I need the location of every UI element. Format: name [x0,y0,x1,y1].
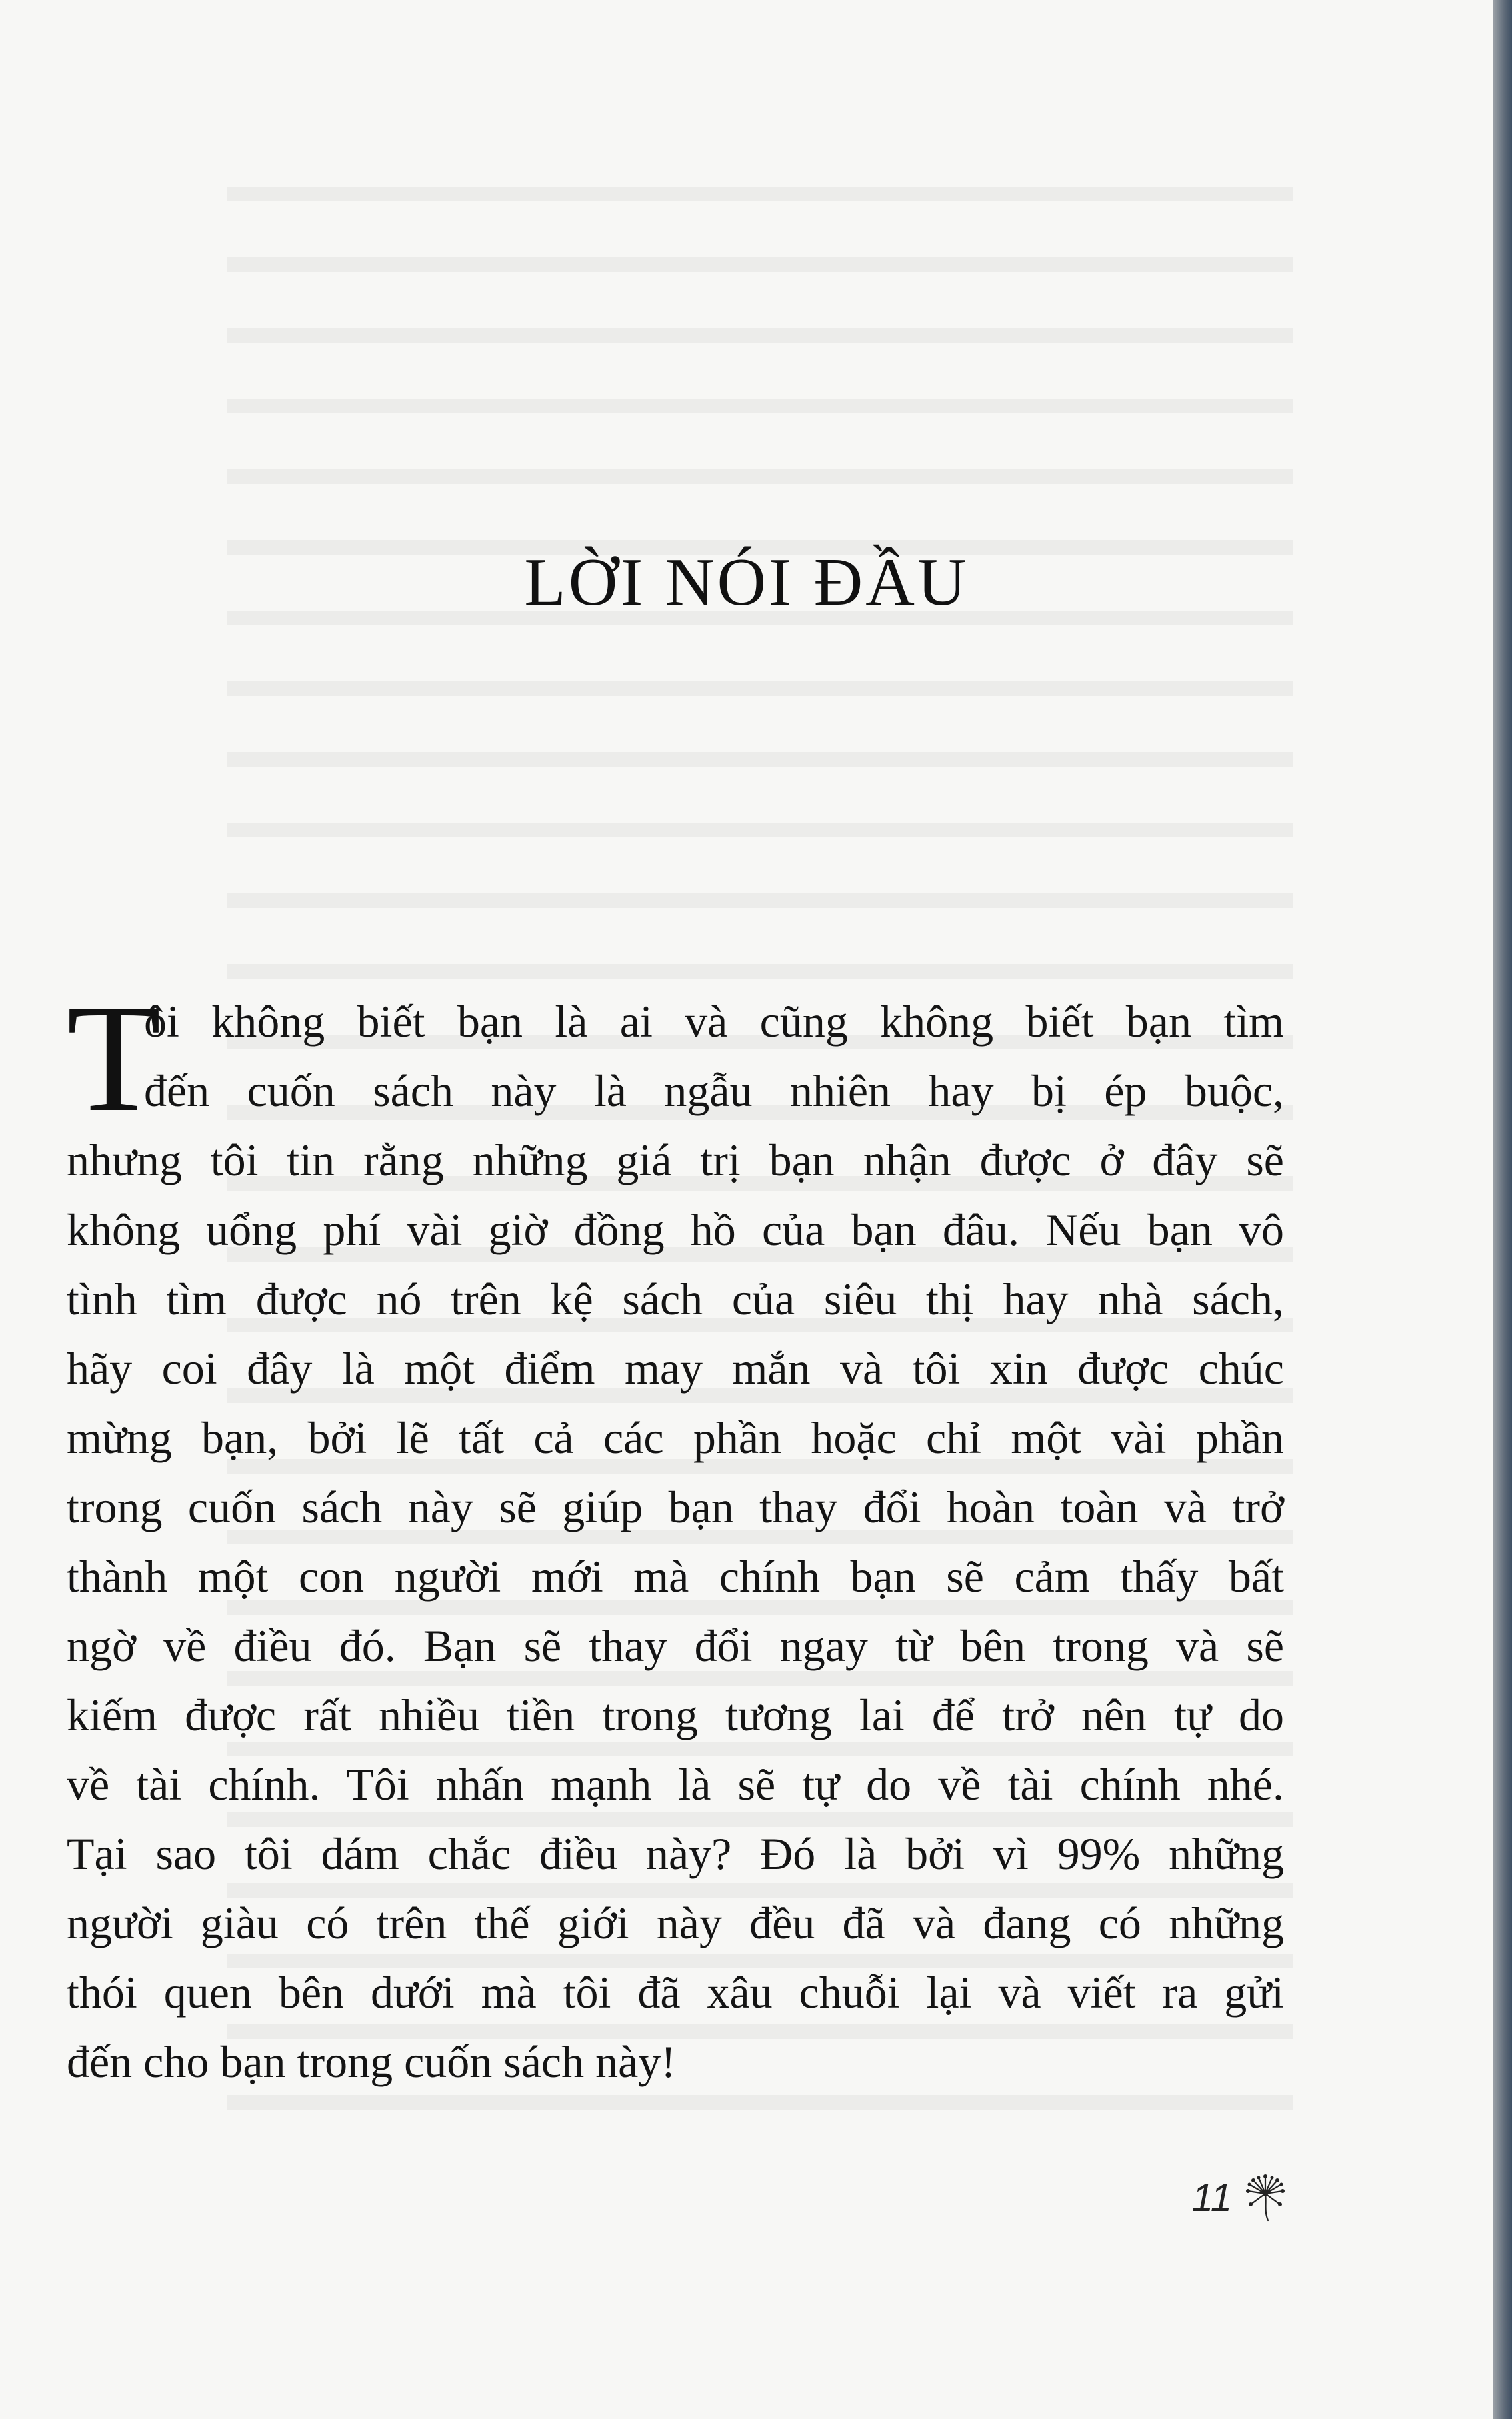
body-text [67,973,1284,2096]
body-line: hãy coi đây là một điểm may mắn và tôi xin được chúc [67,1343,1284,1394]
body-line: tình tìm được nó trên kệ sách của siêu thị hay nhà sách, [67,1274,1284,1324]
body-line: thói quen bên dưới mà tôi đã xâu chuỗi lại và viết ra gửi [67,1967,1284,2018]
body-line: đến cuốn sách này là ngẫu nhiên hay bị ép buộc, [144,1065,1284,1116]
page-title: LỜI NÓI ĐẦU [524,545,969,620]
drop-cap: T [67,973,161,1144]
body-line: Tại sao tôi dám chắc điều này? Đó là bởi vì 99% những [67,1828,1284,1879]
page-edge-shadow [1493,0,1512,2419]
body-line: về tài chính. Tôi nhấn mạnh là sẽ tự do về tài chính nhé. [67,1759,1284,1810]
body-line: đến cho bạn trong cuốn sách này! [67,2036,676,2087]
body-line: không uổng phí vài giờ đồng hồ của bạn đâu. Nếu bạn vô [67,1204,1284,1255]
body-line: mừng bạn, bởi lẽ tất cả các phần hoặc chỉ một vài phần [67,1412,1284,1463]
body-line: trong cuốn sách này sẽ giúp bạn thay đổi hoàn toàn và trở [67,1482,1284,1532]
body-line: kiếm được rất nhiều tiền trong tương lai để trở nên tự do [67,1690,1284,1740]
body-line: người giàu có trên thế giới này đều đã và đang có những [67,1898,1284,1948]
body-line: ôi không biết bạn là ai và cũng không biết bạn tìm [144,996,1284,1047]
page-footer [1192,2174,1287,2222]
dandelion-ornament-icon [1244,2174,1287,2222]
page-number: 11 [1191,2176,1232,2220]
body-line: thành một con người mới mà chính bạn sẽ cảm thấy bất [67,1551,1284,1602]
body-line: nhưng tôi tin rằng những giá trị bạn nhận được ở đây sẽ [67,1135,1284,1185]
body-line: ngờ về điều đó. Bạn sẽ thay đổi ngay từ bên trong và sẽ [67,1620,1284,1671]
body-paragraph [67,973,1284,2096]
